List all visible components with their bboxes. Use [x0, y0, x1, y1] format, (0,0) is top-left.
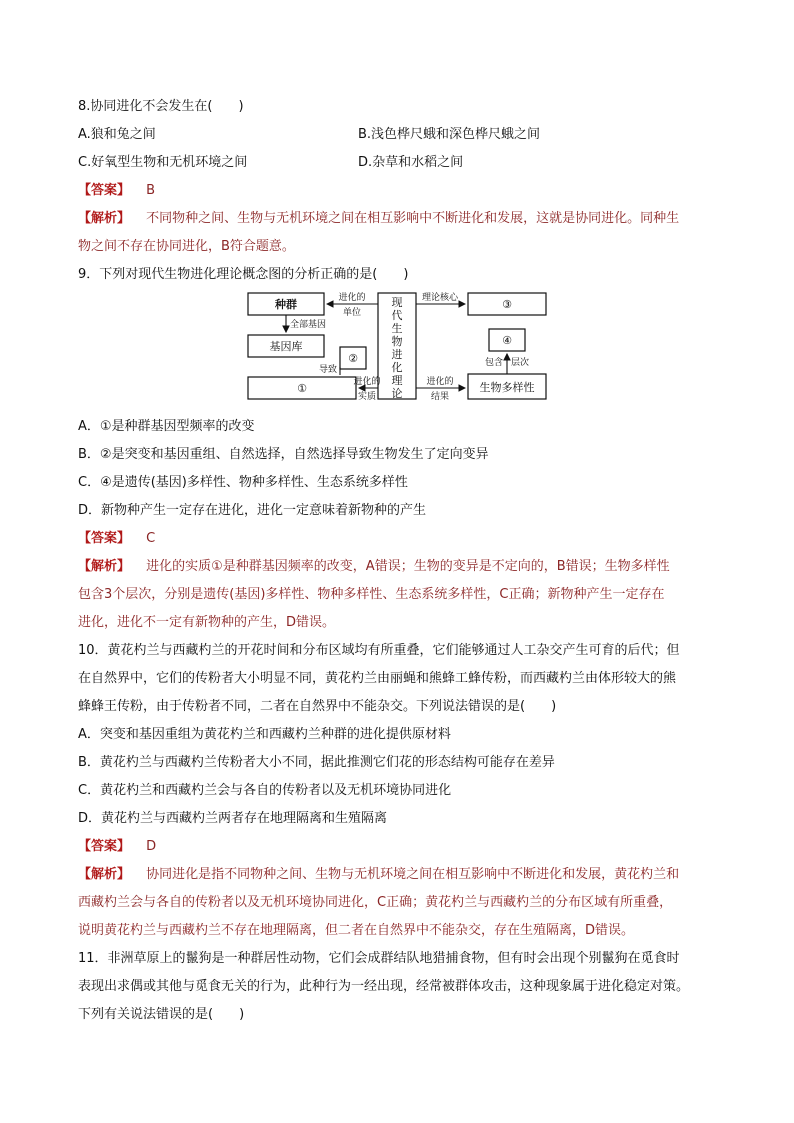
q8-answer	[78, 177, 718, 205]
answer-value: D	[146, 839, 157, 854]
q8-option-c: C.好氧型生物和无机环境之间	[78, 155, 248, 170]
explanation-tag: 【解析】	[78, 211, 131, 226]
q9-explanation-line-2: 包含3个层次，分别是遗传(基因)多样性、物种多样性、生态系统多样性，C正确；新物种产生一定存在	[78, 587, 665, 602]
q9-stem: 9．下列对现代生物进化理论概念图的分析正确的是( )	[78, 267, 409, 282]
q10-explanation-line-3: 说明黄花杓兰与西藏杓兰不存在地理隔离，但二者在自然界中不能杂交，存在生殖隔离，D错误。	[78, 923, 635, 938]
q8-explanation-line-1	[78, 205, 718, 233]
q9-explanation-line-1	[78, 553, 718, 581]
label-box-2: ②	[348, 352, 358, 365]
q8-option-a: A.狼和兔之间	[78, 127, 156, 142]
q8-stem: 8.协同进化不会发生在( )	[78, 99, 244, 114]
theory-char: 生	[391, 322, 403, 335]
q10-answer	[78, 833, 718, 861]
label-diversity: 生物多样性	[479, 381, 535, 394]
answer-tag: 【答案】	[78, 531, 131, 546]
edge-label-all-genes: 全部基因	[289, 320, 327, 330]
q10-option-a: A．突变和基因重组为黄花杓兰和西藏杓兰种群的进化提供原材料	[78, 727, 451, 742]
q8-option-d: D.杂草和水稻之间	[358, 155, 464, 170]
edge-label-levels: 层次	[510, 358, 530, 368]
explanation-tag: 【解析】	[78, 559, 131, 574]
edge-label-result-2: 结果	[430, 392, 450, 402]
q9-concept-diagram	[78, 291, 718, 409]
q8-options-row2	[78, 149, 718, 177]
edge-label-contains: 包含	[484, 358, 504, 368]
edge-label-essence-2: 实质	[357, 392, 377, 402]
page-content	[78, 93, 718, 1029]
q10-option-d: D．黄花杓兰与西藏杓兰两者存在地理隔离和生殖隔离	[78, 811, 388, 826]
q10-explanation-line-1	[78, 861, 718, 889]
theory-char: 进	[391, 348, 403, 361]
concept-map	[78, 291, 718, 409]
q9-explanation-line-3: 进化，进化不一定有新物种的产生，D错误。	[78, 615, 336, 630]
label-box-3: ③	[502, 298, 512, 311]
edge-label-essence-1: 进化的	[353, 377, 381, 387]
q10-stem-line-2: 在自然界中，它们的传粉者大小明显不同，黄花杓兰由丽蝇和熊蜂工蜂传粉，而西藏杓兰由体形较大的熊	[78, 671, 677, 686]
answer-tag: 【答案】	[78, 839, 131, 854]
q10-explanation-line-2: 西藏杓兰会与各自的传粉者以及无机环境协同进化，C正确；黄花杓兰与西藏杓兰的分布区域有所重叠，	[78, 895, 673, 910]
theory-char: 论	[391, 387, 403, 400]
edge-label-unit-2: 单位	[342, 308, 362, 318]
q8-explanation-line-2: 物之间不存在协同进化，B符合题意。	[78, 239, 295, 254]
q10-stem-line-3: 蜂蜂王传粉，由于传粉者不同，二者在自然界中不能杂交。下列说法错误的是( )	[78, 699, 557, 714]
q11-stem-line-1: 11．非洲草原上的鬣狗是一种群居性动物，它们会成群结队地猎捕食物，但有时会出现个别鬣狗在觅食时	[78, 951, 680, 966]
q10-stem-line-1: 10．黄花杓兰与西藏杓兰的开花时间和分布区域均有所重叠，它们能够通过人工杂交产生可育的后代；但	[78, 643, 680, 658]
theory-char: 理	[391, 374, 403, 387]
theory-char: 化	[391, 361, 403, 374]
label-genepool: 基因库	[269, 340, 303, 353]
label-box-4: ④	[502, 334, 512, 347]
label-population: 种群	[275, 298, 297, 311]
q8-options-row1	[78, 121, 718, 149]
theory-char: 物	[391, 335, 403, 348]
edge-label-unit-1: 进化的	[338, 293, 366, 303]
explanation-text: 协同进化是指不同物种之间、生物与无机环境之间在相互影响中不断进化和发展，黄花杓兰和	[146, 867, 680, 882]
edge-label-leads: 导致	[318, 365, 338, 375]
q9-option-c: C．④是遗传(基因)多样性、物种多样性、生态系统多样性	[78, 475, 408, 490]
q9-option-b: B．②是突变和基因重组、自然选择，自然选择导致生物发生了定向变异	[78, 447, 489, 462]
explanation-text: 不同物种之间、生物与无机环境之间在相互影响中不断进化和发展，这就是协同进化。同种生	[146, 211, 680, 226]
answer-tag: 【答案】	[78, 183, 131, 198]
edge-label-core: 理论核心	[421, 293, 459, 303]
theory-char: 代	[391, 309, 403, 322]
q8-option-b: B.浅色桦尺蛾和深色桦尺蛾之间	[358, 127, 541, 142]
answer-value: B	[146, 183, 156, 198]
q10-option-b: B．黄花杓兰与西藏杓兰传粉者大小不同，据此推测它们花的形态结构可能存在差异	[78, 755, 555, 770]
q9-answer	[78, 525, 718, 553]
q11-stem-line-2: 表现出求偶或其他与觅食无关的行为，此种行为一经出现，经常被群体攻击，这种现象属于进化稳定对策。	[78, 979, 690, 994]
label-box-1: ①	[297, 382, 307, 395]
q10-option-c: C．黄花杓兰和西藏杓兰会与各自的传粉者以及无机环境协同进化	[78, 783, 452, 798]
q9-option-d: D．新物种产生一定存在进化，进化一定意味着新物种的产生	[78, 503, 427, 518]
theory-char: 现	[391, 296, 403, 309]
q9-option-a: A．①是种群基因型频率的改变	[78, 419, 255, 434]
explanation-text: 进化的实质①是种群基因频率的改变，A错误；生物的变异是不定向的，B错误；生物多样性	[146, 559, 670, 574]
edge-label-result-1: 进化的	[426, 377, 454, 387]
explanation-tag: 【解析】	[78, 867, 131, 882]
q11-stem-line-3: 下列有关说法错误的是( )	[78, 1007, 245, 1022]
answer-value: C	[146, 531, 156, 546]
